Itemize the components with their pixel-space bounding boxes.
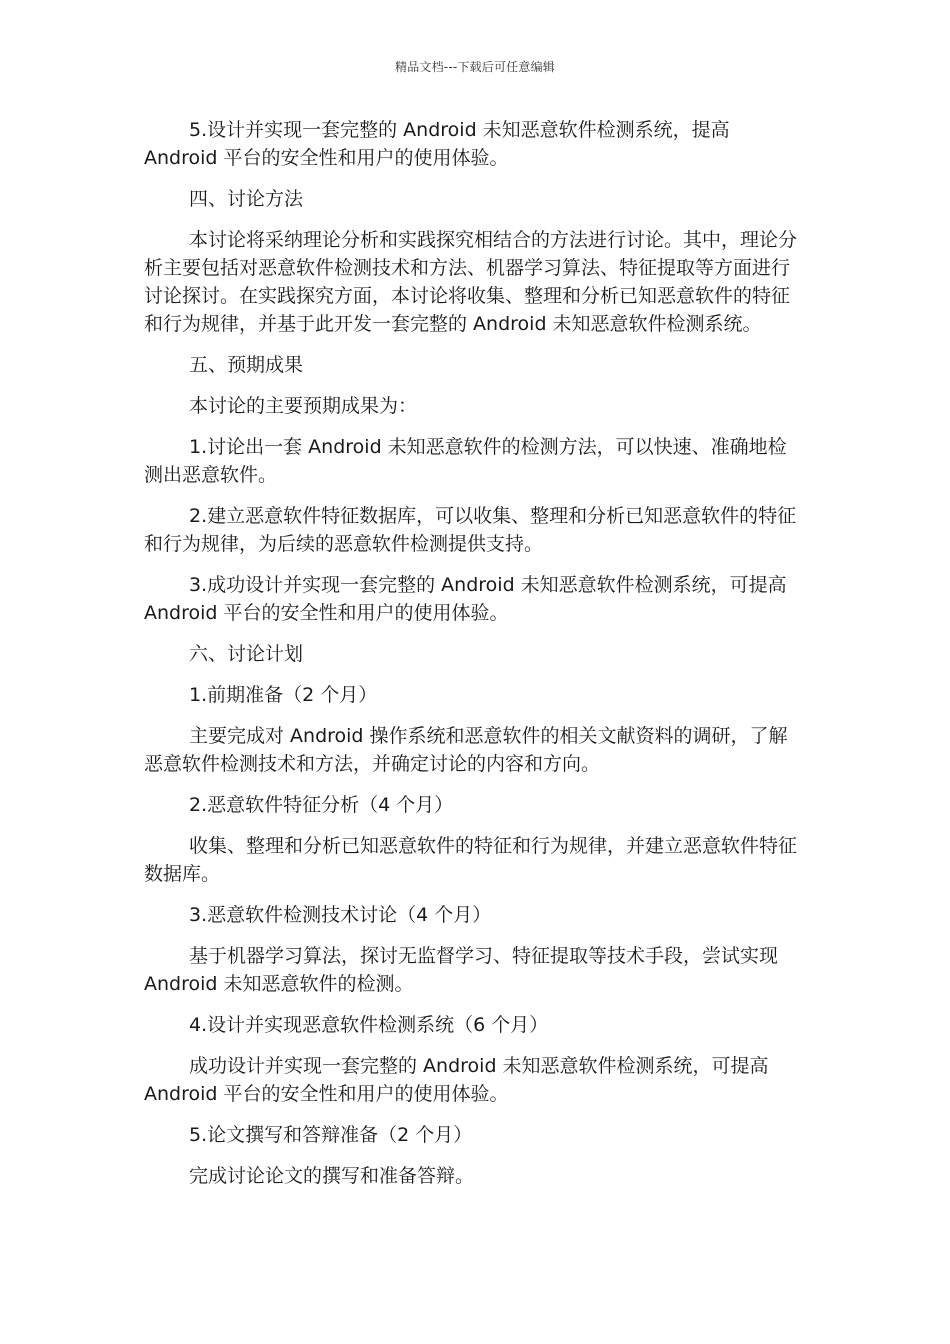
section-heading-expected-results: 五、预期成果: [189, 354, 304, 376]
paragraph-goal-5: 5.设计并实现一套完整的 Android 未知恶意软件检测系统，提高 Android 平台的安全性和用户的使用体验。: [144, 119, 730, 169]
plan-item-1-title: 1.前期准备（2 个月）: [189, 684, 378, 706]
paragraph-result-1: 1.讨论出一套 Android 未知恶意软件的检测方法，可以快速、准确地检测出恶意软件。: [144, 436, 787, 486]
plan-item-2-desc: 收集、整理和分析已知恶意软件的特征和行为规律，并建立恶意软件特征数据库。: [144, 835, 798, 885]
section-heading-plan: 六、讨论计划: [189, 643, 304, 665]
plan-item-1-desc: 主要完成对 Android 操作系统和恶意软件的相关文献资料的调研，了解恶意软件检测技术和方法，并确定讨论的内容和方向。: [144, 725, 788, 775]
page-header: 精品文档---下载后可任意编辑: [395, 60, 555, 74]
paragraph-results-intro: 本讨论的主要预期成果为：: [189, 395, 418, 417]
plan-item-5-desc: 完成讨论论文的撰写和准备答辩。: [189, 1165, 475, 1187]
section-heading-methods: 四、讨论方法: [189, 188, 304, 210]
paragraph-result-2: 2.建立恶意软件特征数据库，可以收集、整理和分析已知恶意软件的特征和行为规律，为后续的恶意软件检测提供支持。: [144, 505, 797, 555]
plan-item-4-desc: 成功设计并实现一套完整的 Android 未知恶意软件检测系统，可提高 Android 平台的安全性和用户的使用体验。: [144, 1055, 769, 1105]
plan-item-4-title: 4.设计并实现恶意软件检测系统（6 个月）: [189, 1014, 549, 1036]
plan-item-5-title: 5.论文撰写和答辩准备（2 个月）: [189, 1124, 473, 1146]
plan-item-3-desc: 基于机器学习算法，探讨无监督学习、特征提取等技术手段，尝试实现 Android 未知恶意软件的检测。: [144, 945, 779, 995]
paragraph-result-3: 3.成功设计并实现一套完整的 Android 未知恶意软件检测系统，可提高 Android 平台的安全性和用户的使用体验。: [144, 574, 787, 624]
paragraph-methods: 本讨论将采纳理论分析和实践探究相结合的方法进行讨论。其中，理论分析主要包括对恶意软件检测技术和方法、机器学习算法、特征提取等方面进行讨论探讨。在实践探究方面，本讨论将收集、整理和分析已知恶意软件的特征和行为规律，并基于此开发一套完整的 Android 未知恶意软件检测系统。: [144, 229, 798, 335]
plan-item-3-title: 3.恶意软件检测技术讨论（4 个月）: [189, 904, 492, 926]
plan-item-2-title: 2.恶意软件特征分析（4 个月）: [189, 794, 454, 816]
document-body: [144, 116, 800, 1203]
